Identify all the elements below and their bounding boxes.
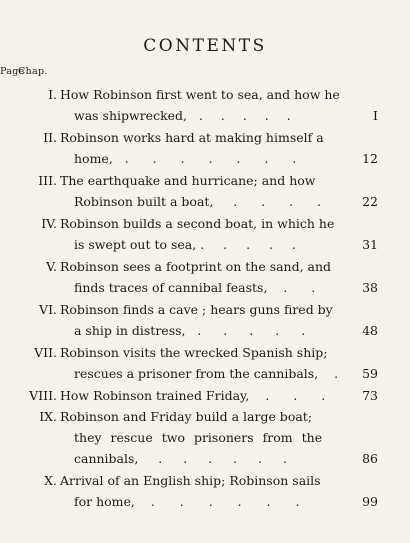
leader-dots: . . bbox=[283, 280, 316, 295]
chapter-title bbox=[60, 127, 342, 169]
chapter-title-text: How Robinson trained Friday, bbox=[60, 388, 250, 403]
chapter-title bbox=[60, 256, 342, 298]
chapter-title-line: Robinson sees a footprint on the sand, and bbox=[60, 259, 332, 274]
chapter-number: II. bbox=[43, 130, 57, 145]
contents-entry bbox=[0, 84, 410, 127]
contents-entry bbox=[0, 299, 410, 342]
chapter-title bbox=[60, 170, 342, 212]
chapter-number: VI. bbox=[39, 302, 57, 317]
chapter-title-line bbox=[60, 363, 342, 384]
leader-dots: . . . . . . . bbox=[124, 151, 297, 166]
page-number: 48 bbox=[362, 323, 378, 338]
chapter-title-line bbox=[60, 320, 342, 341]
chapter-number: IV. bbox=[41, 216, 57, 231]
contents-entry bbox=[0, 213, 410, 256]
contents-entry bbox=[0, 406, 410, 470]
page-number: 59 bbox=[362, 366, 378, 381]
page-number: 73 bbox=[362, 388, 378, 403]
chapter-number: VIII. bbox=[29, 388, 57, 403]
chapter-title-line bbox=[60, 105, 342, 126]
chapter-title-text: a ship in distress, bbox=[74, 323, 186, 338]
chapter-title-line bbox=[60, 491, 342, 512]
chapter-title-text: for home, bbox=[74, 494, 135, 509]
chapter-number: X. bbox=[44, 473, 57, 488]
leader-dots: . . . . bbox=[233, 194, 322, 209]
chapter-number: III. bbox=[38, 173, 57, 188]
page-number: 12 bbox=[362, 151, 378, 166]
leader-dots: . . . bbox=[265, 388, 326, 403]
chapter-title-line: Robinson visits the wrecked Spanish ship; bbox=[60, 345, 328, 360]
chapter-title-line: Robinson builds a second boat, in which he bbox=[60, 216, 335, 231]
chapter-title-line bbox=[60, 148, 342, 169]
contents-entry bbox=[0, 342, 410, 385]
chapter-title bbox=[60, 342, 342, 384]
chapter-column-header: Chap. bbox=[18, 66, 48, 77]
chapter-title-line: they rescue two prisoners from the bbox=[74, 430, 323, 445]
chapter-title-text: rescues a prisoner from the cannibals, bbox=[74, 366, 319, 381]
contents-entry bbox=[0, 170, 410, 213]
chapter-number: I. bbox=[48, 87, 57, 102]
chapter-title-text: home, bbox=[74, 151, 113, 166]
chapter-title-text: finds traces of cannibal feasts, bbox=[74, 280, 268, 295]
contents-entry bbox=[0, 470, 410, 513]
chapter-title-line: How Robinson first went to sea, and how he bbox=[60, 87, 340, 102]
chapter-number: IX. bbox=[39, 409, 57, 424]
chapter-number: V. bbox=[46, 259, 57, 274]
chapter-title-text: cannibals, bbox=[74, 451, 139, 466]
chapter-title-text: Robinson built a boat, bbox=[74, 194, 214, 209]
page-number: I bbox=[373, 108, 378, 123]
chapter-title bbox=[60, 385, 342, 406]
chapter-title-line: Robinson finds a cave ; hears guns fired by bbox=[60, 302, 333, 317]
page-column-header: Page bbox=[0, 66, 25, 77]
leader-dots: . . . . . . bbox=[150, 494, 300, 509]
page-number: 22 bbox=[362, 194, 378, 209]
chapter-title-text: was shipwrecked, bbox=[74, 108, 188, 123]
chapter-title-text: is swept out to sea, bbox=[74, 237, 197, 252]
contents-entry bbox=[0, 385, 410, 406]
contents-list bbox=[0, 84, 410, 513]
chapter-title bbox=[60, 299, 342, 341]
chapter-number: VII. bbox=[34, 345, 57, 360]
contents-entry bbox=[0, 127, 410, 170]
leader-dots: . . . . . bbox=[200, 237, 296, 252]
leader-dots: . . . . . bbox=[198, 108, 291, 123]
chapter-title-line: Robinson and Friday build a large boat; bbox=[60, 409, 313, 424]
chapter-title-line: Robinson works hard at making himself a bbox=[60, 130, 324, 145]
page-number: 38 bbox=[362, 280, 378, 295]
chapter-title-line bbox=[60, 385, 342, 406]
page-number: 86 bbox=[362, 451, 378, 466]
page-number: 99 bbox=[362, 494, 378, 509]
chapter-title bbox=[60, 213, 342, 255]
leader-dots: . . . . . bbox=[197, 323, 306, 338]
chapter-title-line: The earthquake and hurricane; and how bbox=[60, 173, 316, 188]
page-number: 31 bbox=[362, 237, 378, 252]
chapter-title-line bbox=[60, 448, 342, 469]
page-title: CONTENTS bbox=[143, 36, 267, 56]
contents-entry bbox=[0, 256, 410, 299]
chapter-title bbox=[60, 84, 342, 126]
chapter-title-line bbox=[60, 191, 342, 212]
chapter-title-line bbox=[60, 277, 342, 298]
chapter-title bbox=[60, 406, 342, 469]
chapter-title-line bbox=[60, 234, 342, 255]
leader-dots: . bbox=[334, 366, 339, 381]
chapter-title bbox=[60, 470, 342, 512]
leader-dots: . . . . . . bbox=[158, 451, 287, 466]
chapter-title-line: Arrival of an English ship; Robinson sails bbox=[60, 473, 321, 488]
